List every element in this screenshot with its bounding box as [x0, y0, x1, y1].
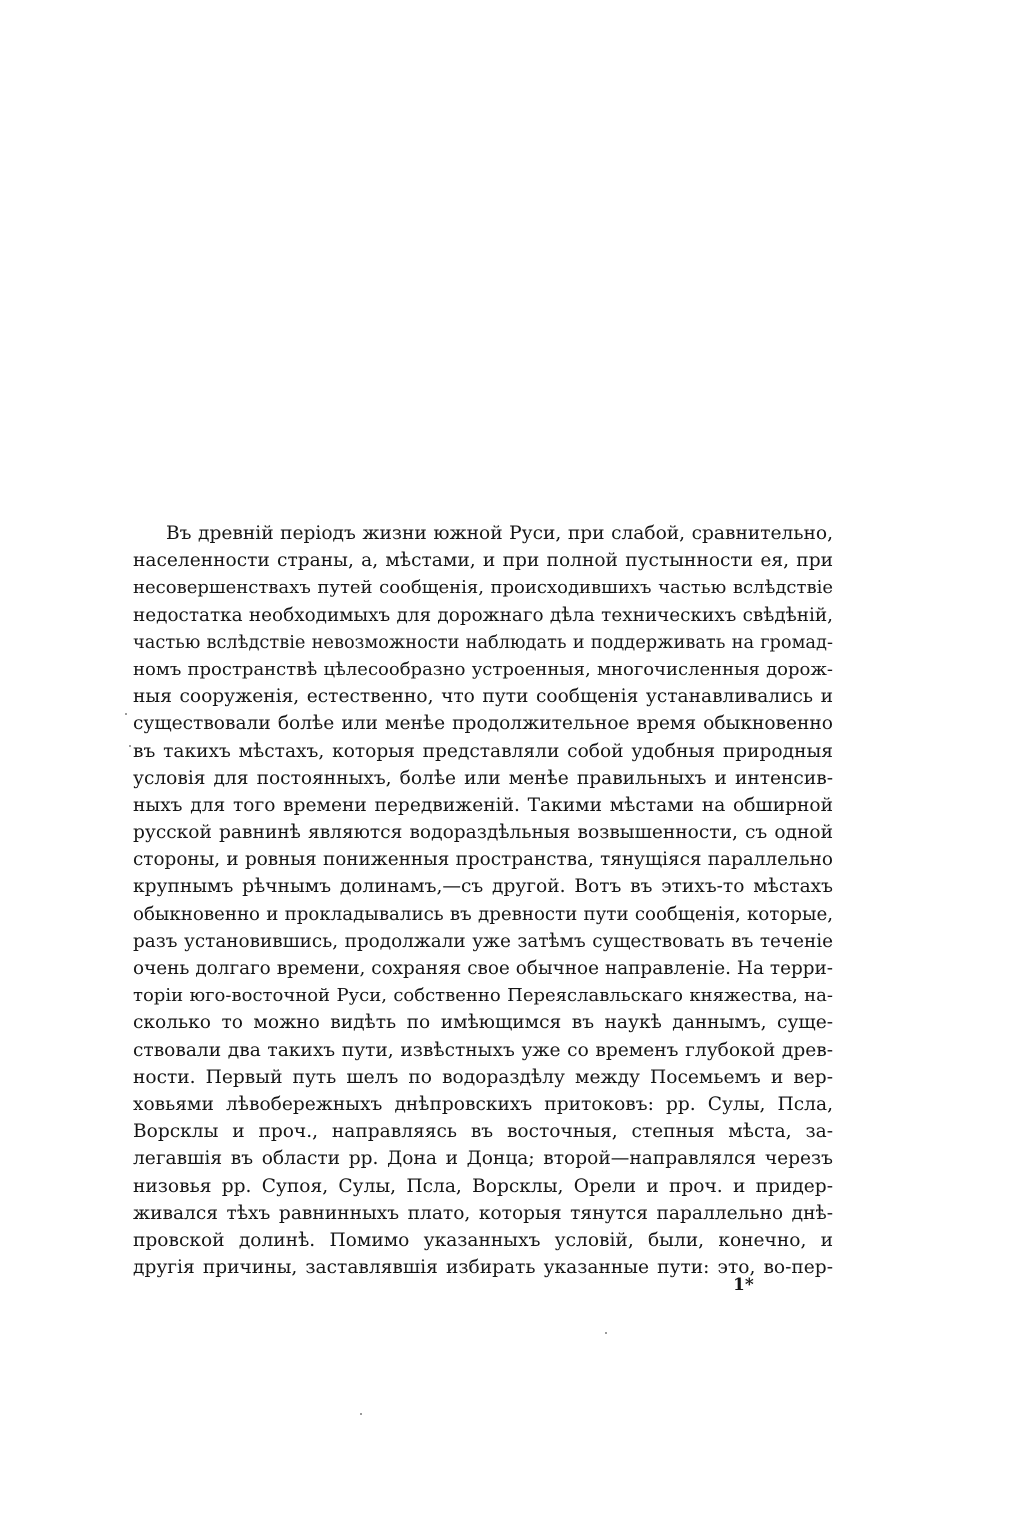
- scan-speck: [605, 1332, 607, 1334]
- text-line: существовали болѣе или менѣе продолжительное время обыкновенно: [133, 713, 833, 735]
- text-line: другія причины, заставлявшія избирать указанные пути: это, во-пер-: [133, 1257, 833, 1279]
- text-line: ствовали два такихъ пути, извѣстныхъ уже со временъ глубокой древ-: [133, 1039, 833, 1061]
- text-line: несовершенствахъ путей сообщенія, происходившихъ частью вслѣдствіе: [133, 577, 833, 599]
- text-line: населенности страны, а, мѣстами, и при полной пустынности ея, при: [133, 550, 833, 572]
- text-line: Ворсклы и проч., направляясь въ восточныя, степныя мѣста, за-: [133, 1121, 833, 1143]
- scan-speck: [125, 713, 127, 715]
- scan-speck: [129, 745, 131, 747]
- page-number: 1*: [733, 1275, 754, 1295]
- text-line: Въ древній періодъ жизни южной Руси, при слабой, сравнительно,: [166, 523, 833, 544]
- text-line: сколько то можно видѣть по имѣющимся въ наукѣ даннымъ, суще-: [133, 1012, 833, 1034]
- text-line: русской равнинѣ являются водораздѣльныя возвышенности, съ одной: [133, 822, 833, 844]
- text-line: крупнымъ рѣчнымъ долинамъ,—съ другой. Вотъ въ этихъ-то мѣстахъ: [133, 876, 833, 898]
- text-line: ныя сооруженія, естественно, что пути сообщенія устанавливались и: [133, 686, 833, 708]
- text-line: низовья рр. Супоя, Сулы, Псла, Ворсклы, Орели и проч. и придер-: [133, 1175, 833, 1197]
- text-line: торіи юго-восточной Руси, собственно Переяславльскаго княжества, на-: [133, 985, 833, 1007]
- text-line: въ такихъ мѣстахъ, которыя представляли собой удобныя природныя: [133, 740, 833, 762]
- text-line: обыкновенно и прокладывались въ древности пути сообщенія, которые,: [133, 903, 833, 925]
- text-line: провской долинѣ. Помимо указанныхъ условій, были, конечно, и: [133, 1229, 833, 1251]
- scan-speck: [360, 1413, 362, 1415]
- text-line: условія для постоянныхъ, болѣе или менѣе правильныхъ и интенсив-: [133, 767, 833, 789]
- text-line: номъ пространствѣ цѣлесообразно устроенныя, многочисленныя дорож-: [133, 658, 833, 680]
- text-line: легавшія въ области рр. Дона и Донца; второй—направлялся черезъ: [133, 1148, 833, 1170]
- text-line: разъ установившись, продолжали уже затѣмъ существовать въ теченіе: [133, 930, 833, 952]
- text-line: ховьями лѣвобережныхъ днѣпровскихъ притоковъ: рр. Сулы, Псла,: [133, 1093, 833, 1115]
- text-line: живался тѣхъ равнинныхъ плато, которыя тянутся параллельно днѣ-: [133, 1202, 833, 1224]
- body-paragraph: [133, 520, 833, 1281]
- text-line: частью вслѣдствіе невозможности наблюдать и поддерживать на громад-: [133, 631, 833, 653]
- text-line: недостатка необходимыхъ для дорожнаго дѣла техническихъ свѣдѣній,: [133, 604, 833, 626]
- text-line: стороны, и ровныя пониженныя пространства, тянущіяся параллельно: [133, 849, 833, 871]
- text-line: ныхъ для того времени передвиженій. Такими мѣстами на обширной: [133, 794, 833, 816]
- text-line: ности. Первый путь шелъ по водораздѣлу между Посемьемъ и вер-: [133, 1066, 833, 1088]
- text-line: очень долгаго времени, сохраняя свое обычное направленіе. На терри-: [133, 958, 833, 979]
